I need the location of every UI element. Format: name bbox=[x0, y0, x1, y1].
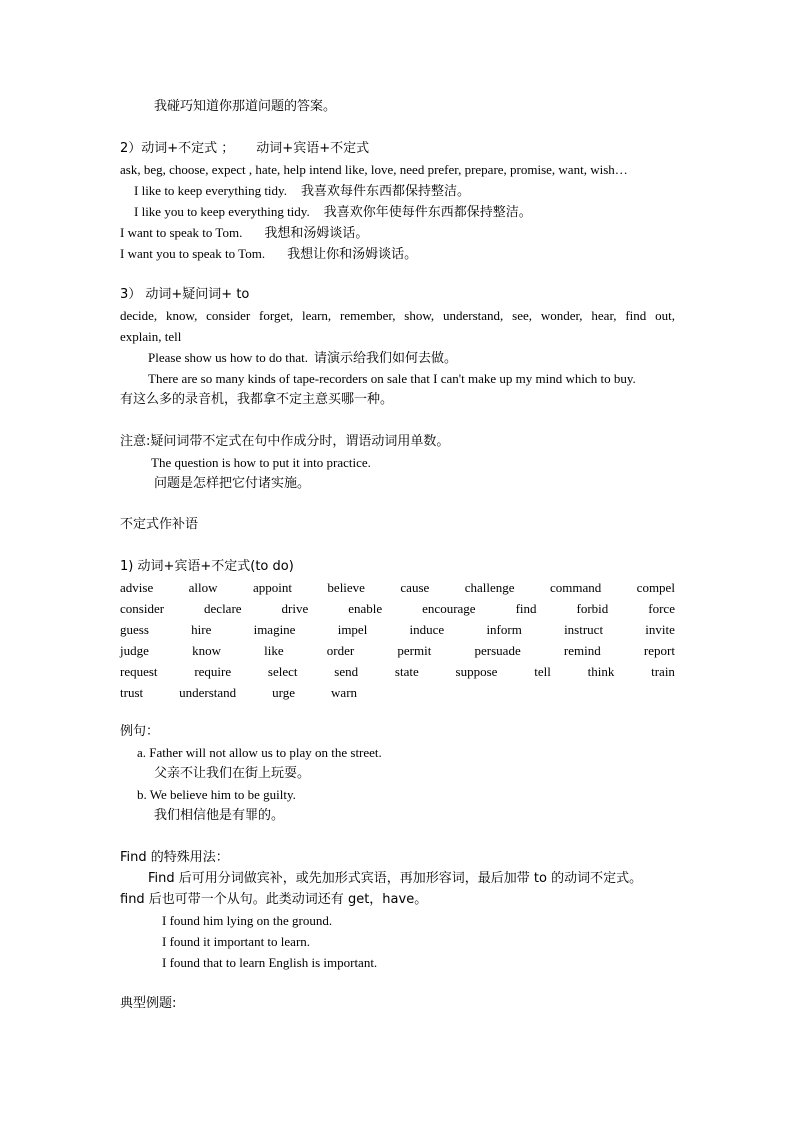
verb-item: declare bbox=[204, 601, 242, 616]
example-en: I found it important to learn. bbox=[162, 934, 311, 949]
verb-item: cause bbox=[400, 580, 430, 595]
example-en: I like you to keep everything tidy. bbox=[134, 204, 310, 219]
example-zh: 我想让你和汤姆谈话。 bbox=[287, 247, 418, 262]
verb-item: compel bbox=[636, 580, 675, 595]
example-zh: 我想和汤姆谈话。 bbox=[264, 226, 369, 241]
find-explanation: Find 后可用分词做宾补，或先加形式宾语，再加形容词，最后加带 to 的动词不定式。 bbox=[148, 871, 643, 886]
verb-item: challenge bbox=[464, 580, 515, 595]
example-line bbox=[148, 348, 457, 369]
verb-item: allow bbox=[188, 580, 218, 595]
heading-part: 2）动词+不定式 ； bbox=[120, 141, 235, 156]
verb-grid-row bbox=[120, 599, 675, 619]
example-zh: 请演示给我们如何去做。 bbox=[313, 351, 457, 366]
example-line bbox=[120, 223, 368, 244]
typical-examples-heading: 典型例题: bbox=[120, 996, 177, 1011]
verb-grid-row bbox=[120, 683, 675, 703]
verb-item: suppose bbox=[455, 664, 498, 679]
verb-item: induce bbox=[409, 622, 445, 637]
example-en: The question is how to put it into practice. bbox=[151, 455, 371, 470]
verb-item: enable bbox=[348, 601, 383, 616]
verb-item: find bbox=[515, 601, 537, 616]
find-explanation: find 后也可带一个从句。此类动词还有 get，have。 bbox=[120, 892, 428, 907]
example-zh: 我喜欢你年使每件东西都保持整洁。 bbox=[323, 205, 532, 220]
examples-heading: 例句： bbox=[120, 724, 160, 739]
example-en: b. We believe him to be guilty. bbox=[137, 787, 296, 802]
verb-item: instruct bbox=[564, 622, 604, 637]
verb-item: advise bbox=[120, 580, 154, 595]
example-zh: 我喜欢每件东西都保持整洁。 bbox=[300, 184, 470, 199]
verb-item: understand bbox=[179, 685, 237, 700]
example-zh: 父亲不让我们在街上玩耍。 bbox=[154, 766, 311, 781]
example-zh: 有这么多的录音机，我都拿不定主意买哪一种。 bbox=[120, 392, 394, 407]
example-en: I found him lying on the ground. bbox=[162, 913, 333, 928]
verb-item: state bbox=[394, 664, 419, 679]
verb-list: ask, beg, choose, expect , hate, help intend like, love, need prefer, prepare, promise, want, wish… bbox=[120, 162, 628, 177]
verb-item: hire bbox=[191, 622, 212, 637]
verb-item: know bbox=[192, 643, 221, 658]
verb-item: train bbox=[651, 664, 675, 679]
find-heading: Find 的特殊用法： bbox=[120, 850, 229, 865]
section-heading-3: 3） 动词+疑问词+ to bbox=[120, 287, 250, 302]
verb-grid-row bbox=[120, 641, 675, 661]
verb-item: think bbox=[587, 664, 615, 679]
example-zh: 我们相信他是有罪的。 bbox=[154, 808, 285, 823]
verb-item: permit bbox=[397, 643, 432, 658]
verb-item: remind bbox=[563, 643, 601, 658]
example-en: I found that to learn English is important. bbox=[162, 955, 378, 970]
section-heading-2 bbox=[120, 139, 369, 159]
example-line bbox=[120, 244, 417, 265]
verb-grid-row bbox=[120, 662, 675, 682]
verb-item: like bbox=[264, 643, 284, 658]
verb-item: tell bbox=[534, 664, 551, 679]
verb-item: force bbox=[648, 601, 675, 616]
verb-item: inform bbox=[486, 622, 522, 637]
verb-item: persuade bbox=[474, 643, 521, 658]
verb-item: drive bbox=[281, 601, 309, 616]
verb-item: imagine bbox=[253, 622, 296, 637]
verb-item: report bbox=[643, 643, 675, 658]
verb-item: consider bbox=[120, 601, 165, 616]
example-line bbox=[134, 202, 532, 223]
verb-item: urge bbox=[272, 685, 296, 700]
section-heading-1: 1) 动词+宾语+不定式(to do) bbox=[120, 559, 294, 574]
example-en: There are so many kinds of tape-recorders on sale that I can't make up my mind which to buy. bbox=[148, 371, 636, 386]
section-title: 不定式作补语 bbox=[120, 517, 199, 532]
example-zh: 问题是怎样把它付诸实施。 bbox=[154, 476, 311, 491]
example-line bbox=[134, 181, 470, 202]
example-en: I like to keep everything tidy. bbox=[134, 183, 287, 198]
verb-item: appoint bbox=[252, 580, 292, 595]
verb-item: order bbox=[326, 643, 355, 658]
verb-item: forbid bbox=[576, 601, 609, 616]
verb-item: believe bbox=[327, 580, 365, 595]
verb-grid-row bbox=[120, 578, 675, 598]
verb-item: judge bbox=[120, 643, 149, 658]
verb-list: explain, tell bbox=[120, 329, 182, 344]
heading-part: 动词+宾语+不定式 bbox=[256, 141, 370, 156]
verb-item: trust bbox=[120, 685, 144, 700]
note-line: 注意:疑问词带不定式在句中作成分时，谓语动词用单数。 bbox=[120, 434, 450, 449]
verb-item: guess bbox=[120, 622, 149, 637]
example-en: I want to speak to Tom. bbox=[120, 225, 243, 240]
verb-item: select bbox=[267, 664, 298, 679]
verb-item: require bbox=[194, 664, 232, 679]
example-en: I want you to speak to Tom. bbox=[120, 246, 266, 261]
verb-item: impel bbox=[337, 622, 368, 637]
verb-item: send bbox=[334, 664, 359, 679]
example-en: Please show us how to do that. bbox=[148, 350, 308, 365]
verb-item: encourage bbox=[422, 601, 476, 616]
sentence-line: 我碰巧知道你那道问题的答案。 bbox=[154, 99, 337, 114]
verb-list: decide, know, consider forget, learn, remember, show, understand, see, wonder, hear, find out, bbox=[120, 308, 675, 323]
verb-grid-row bbox=[120, 620, 675, 640]
example-en: a. Father will not allow us to play on the street. bbox=[137, 745, 382, 760]
verb-item: command bbox=[549, 580, 602, 595]
verb-item: request bbox=[120, 664, 158, 679]
verb-item: warn bbox=[331, 685, 358, 700]
verb-item: invite bbox=[645, 622, 675, 637]
